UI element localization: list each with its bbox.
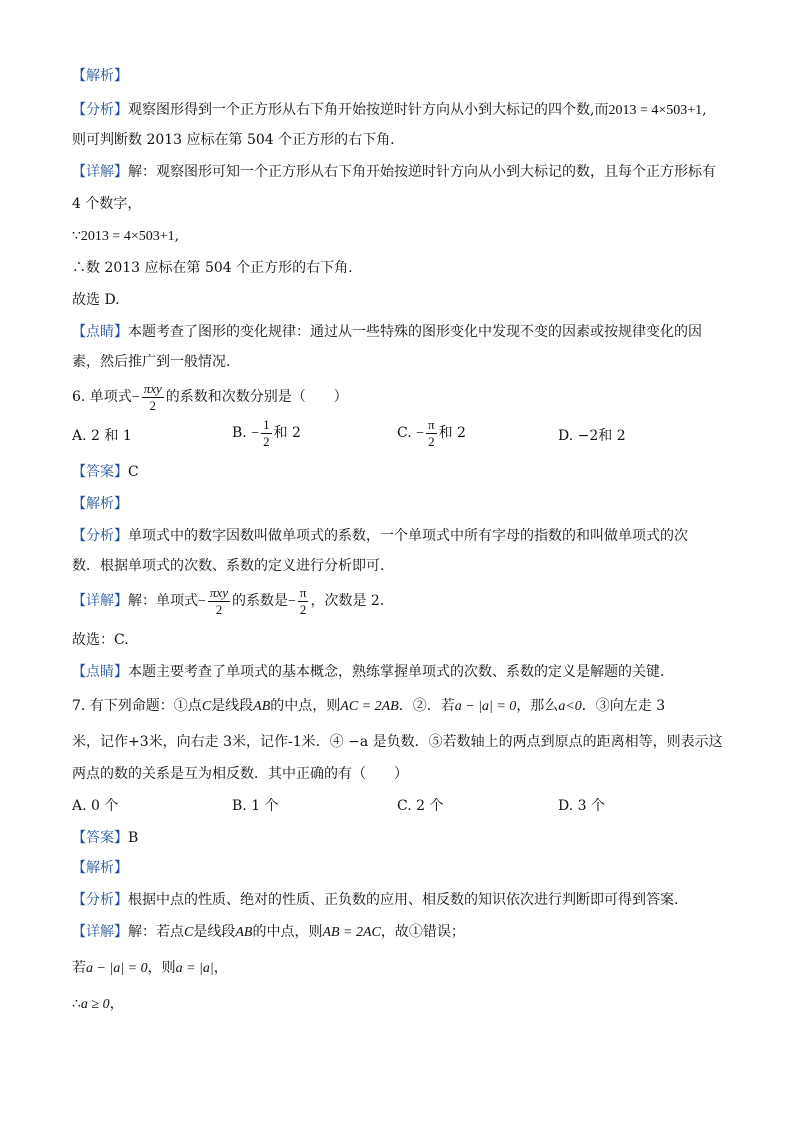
q5-fenxi-tag: 【分析】 <box>72 102 128 118</box>
q7-analysis-tag: 【解析】 <box>72 860 128 876</box>
q6-xiangjie-line: 【详解】解：单项式− $\frac{\text{πxy}}{2}$ 的系数是− $\frac{\pi}{2}$ ，次数是 2. <box>72 584 385 617</box>
q7-xiangjie-tag: 【详解】 <box>72 924 128 940</box>
q6-option-c: C. − $\frac{\pi}{2}$ 和 2 <box>397 416 466 449</box>
q7-answer: 【答案】B <box>72 830 139 846</box>
q5-xiangjie-line1: 【详解】解：观察图形可知一个正方形从右下角开始按逆时针方向从小到大标记的数，且每个正方形标有 <box>72 164 716 180</box>
q5-fenxi-line1: 【分析】观察图形得到一个正方形从右下角开始按逆时针方向从小到大标记的四个数,而2013 = 4×503+1, <box>72 102 707 118</box>
because-symbol: ∵ <box>72 228 81 244</box>
q5-fenxi-line2: 则可判断数 2013 应标在第 504 个正方形的右下角. <box>72 132 395 148</box>
q7-option-b: B. 1 个 <box>232 798 279 814</box>
q5-xiangjie-tag: 【详解】 <box>72 164 128 180</box>
q6-dianjing: 【点睛】本题主要考查了单项式的基本概念，熟练掌握单项式的次数、系数的定义是解题的关键. <box>72 664 665 680</box>
q7-stem-line1: 7. 有下列命题：①点C是线段AB的中点，则AC = 2AB．②．若a − |a| = 0，那么a<0．③向左走 3 <box>72 698 666 714</box>
q5-dianjing-line1: 【点睛】本题考查了图形的变化规律：通过从一些特殊的图形变化中发现不变的因素或按规律变化的因 <box>72 324 702 340</box>
q7-if-line: 若a − |a| = 0，则a = |a|， <box>72 960 228 976</box>
q5-therefore-line: ∴数 2013 应标在第 504 个正方形的右下角. <box>72 260 353 276</box>
q6-stem: 6. 单项式− $\frac{\text{πxy}}{2}$ 的系数和次数分别是（ ） <box>72 380 348 413</box>
q6-answer-tag: 【答案】 <box>72 464 128 480</box>
q6-option-b: B. − $\frac{1}{2}$ 和 2 <box>232 416 301 449</box>
q6-option-a: A. 2 和 1 <box>72 428 132 444</box>
q6-fenxi-line2: 数．根据单项式的次数、系数的定义进行分析即可. <box>72 558 385 574</box>
q6-fenxi-line1: 【分析】单项式中的数字因数叫做单项式的系数，一个单项式中所有字母的指数的和叫做单项式的次 <box>72 528 688 544</box>
q5-xiangjie-line2: 4 个数字， <box>72 196 142 212</box>
q6-answer: 【答案】C <box>72 464 139 480</box>
q7-stem-line2: 米，记作+3米，向右走 3米，记作-1米．④ −a 是负数．⑤若数轴上的两点到原点的距离相等，则表示这 <box>72 734 723 750</box>
q7-fenxi: 【分析】根据中点的性质、绝对的性质、正负数的应用、相反数的知识依次进行判断即可得到答案. <box>72 892 679 908</box>
q7-xiangjie: 【详解】解：若点C是线段AB的中点，则AB = 2AC，故①错误； <box>72 924 465 940</box>
q5-dianjing-tag: 【点睛】 <box>72 324 128 340</box>
q6-analysis-tag: 【解析】 <box>72 496 128 512</box>
q5-choose: 故选 D. <box>72 292 120 308</box>
q5-because-line: ∵2013 = 4×503+1, <box>72 228 180 244</box>
q7-option-a: A. 0 个 <box>72 798 119 814</box>
q7-stem-line3: 两点的数的关系是互为相反数．其中正确的有（ ） <box>72 766 408 782</box>
q5-analysis-tag: 【解析】 <box>72 68 128 84</box>
q7-option-d: D. 3 个 <box>558 798 605 814</box>
q7-fenxi-tag: 【分析】 <box>72 892 128 908</box>
q6-option-d: D. −2和 2 <box>558 428 626 444</box>
q6-fenxi-tag: 【分析】 <box>72 528 128 544</box>
q5-dianjing-line2: 素，然后推广到一般情况. <box>72 354 231 370</box>
q7-therefore-line: ∴a ≥ 0， <box>72 996 124 1012</box>
q7-option-c: C. 2 个 <box>397 798 444 814</box>
q6-choose: 故选：C. <box>72 632 129 648</box>
therefore-symbol: ∴ <box>72 260 86 276</box>
q6-fraction: $\frac{\text{πxy}}{2}$ <box>143 380 162 413</box>
q6-dianjing-tag: 【点睛】 <box>72 664 128 680</box>
therefore-symbol: ∴ <box>72 996 81 1012</box>
q6-xiangjie-tag: 【详解】 <box>72 593 128 609</box>
q7-answer-tag: 【答案】 <box>72 830 128 846</box>
